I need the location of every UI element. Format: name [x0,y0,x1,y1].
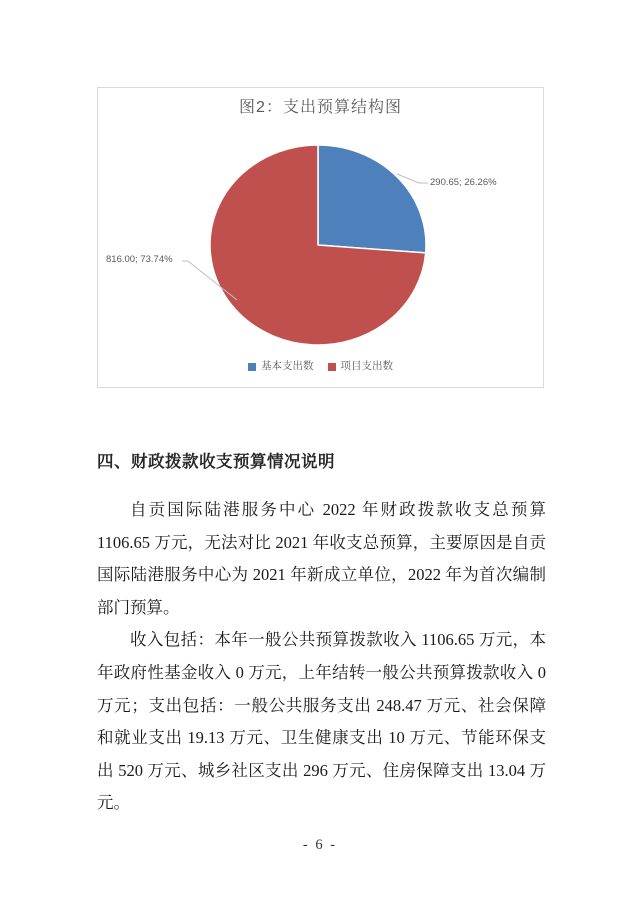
legend-item [248,360,314,373]
legend-swatch [248,363,256,371]
chart-legend [98,360,543,373]
legend-label: 基本支出数 [261,360,314,372]
page-number: - 6 - [302,837,338,853]
legend-label: 项目支出数 [340,360,393,372]
body-text [97,494,546,820]
pie-data-label-basic: 290.65; 26.26% [430,177,497,188]
legend-item [328,360,394,373]
chart-title: 图2：支出预算结构图 [239,99,402,116]
legend-swatch [328,363,336,371]
expenditure-pie-chart [97,87,544,388]
paragraph-income-expenditure-detail: 收入包括：本年一般公共预算拨款收入 1106.65 万元，本年政府性基金收入 0 万元，上年结转一般公共预算拨款收入 0 万元；支出包括：一般公共服务支出 248.47 万元、社会保障和就业支出 19.13 万元、卫生健康支出 10 万元、节能环保支出 520 万元、城乡社区支出 296 万元、住房保障支出 13.04 万元。 [97,630,546,813]
paragraph-budget-overview: 自贡国际陆港服务中心 2022 年财政拨款收支总预算 1106.65 万元，无法对比 2021 年收支总预算，主要原因是自贡国际陆港服务中心为 2021 年新成立单位，2022 年为首次编制部门预算。 [97,500,546,617]
pie-svg [98,88,545,389]
pie-data-label-project: 816.00; 73.74% [106,254,173,265]
section-heading: 四、财政拨款收支预算情况说明 [97,453,335,471]
pie-slice-1 [318,145,426,253]
